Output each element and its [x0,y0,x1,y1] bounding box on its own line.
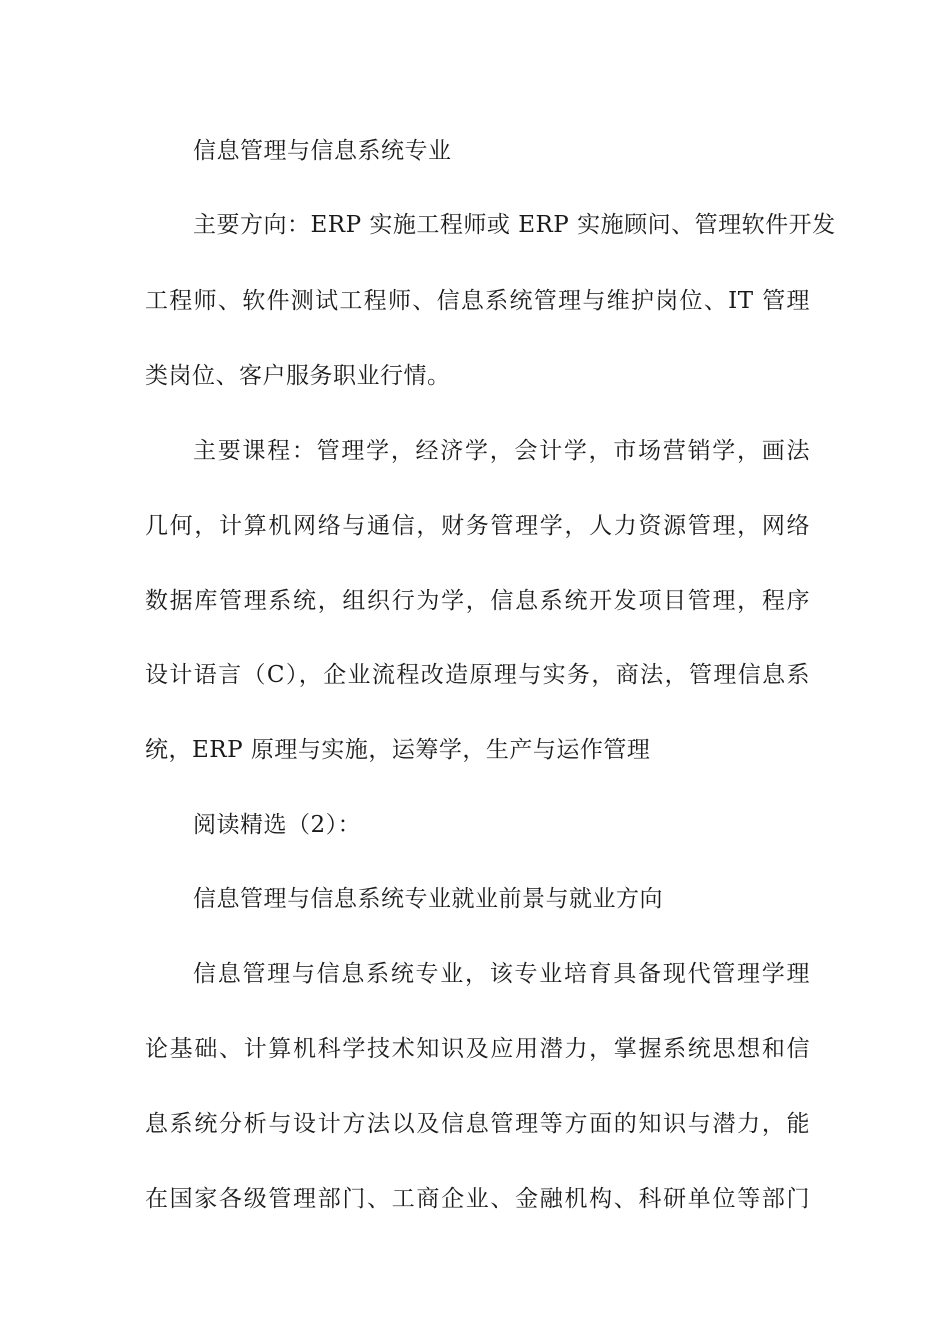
paragraph-line: 主要课程：管理学，经济学，会计学，市场营销学，画法 [193,438,810,464]
paragraph-line: 几何，计算机网络与通信，财务管理学，人力资源管理，网络 [145,513,810,539]
paragraph-line: 息系统分析与设计方法以及信息管理等方面的知识与潜力，能 [145,1111,810,1137]
paragraph-line: 数据库管理系统，组织行为学，信息系统开发项目管理，程序 [145,588,810,614]
paragraph-line: 主要方向：ERP 实施工程师或 ERP 实施顾问、管理软件开发 [193,212,836,238]
paragraph-line: 信息管理与信息系统专业，该专业培育具备现代管理学理 [193,961,810,987]
article-title: 信息管理与信息系统专业就业前景与就业方向 [193,886,663,912]
paragraph-line: 论基础、计算机科学技术知识及应用潜力，掌握系统思想和信 [145,1036,810,1062]
paragraph-line: 类岗位、客户服务职业行情。 [145,363,451,389]
section-heading: 信息管理与信息系统专业 [193,138,452,164]
paragraph-line: 统，ERP 原理与实施，运筹学，生产与运作管理 [145,737,651,763]
reading-selection-label: 阅读精选（2）： [193,812,362,838]
paragraph-line: 在国家各级管理部门、工商企业、金融机构、科研单位等部门 [145,1186,810,1212]
paragraph-line: 设计语言（C），企业流程改造原理与实务，商法，管理信息系 [145,662,810,688]
paragraph-line: 工程师、软件测试工程师、信息系统管理与维护岗位、IT 管理 [145,288,810,314]
